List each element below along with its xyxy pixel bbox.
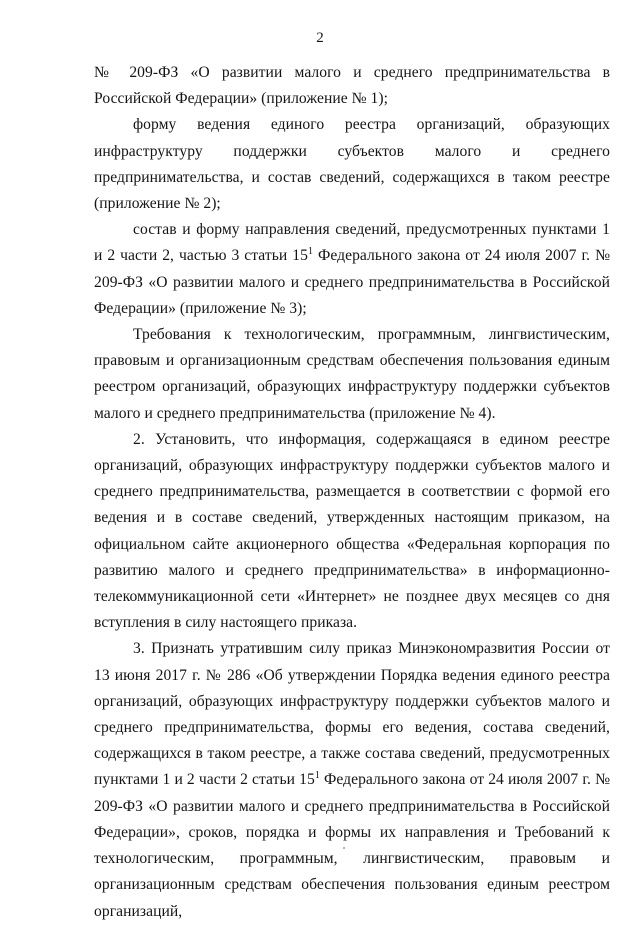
paragraph-information-submission [94, 217, 610, 322]
page-number: 2 [316, 30, 324, 46]
paragraph-text: Требования к технологическим, программным, лингвистическим, правовым и организационным средствам обеспечения пользования единым реестром организаций, образующих инфраструктуру поддержки субъектов малого и среднего предпринимательства (приложение № 4). [94, 326, 610, 422]
document-body [94, 60, 610, 925]
paragraph-item-3 [94, 636, 610, 924]
paragraph-text: Федерального закона от 24 июля 2007 г. № 209-ФЗ «О развитии малого и среднего предпринимательства в Российской Федерации» (приложение № 3); [94, 247, 610, 317]
paragraph-text: Федерального закона от 24 июля 2007 г. № 209-ФЗ «О развитии малого и среднего предпринимательства в Российской Федерации», сроков, порядка и формы их направления и Требований к технологическим, программным, лингвистическим, правовым и организационным средствам обеспечения пользования единым реестром организаций, [94, 771, 610, 920]
paragraph-text: состав и форму направления сведений, предусмотренных пунктами 1 и 2 части 2, частью 3 статьи 15 [94, 221, 610, 265]
superscript-index: 1 [314, 770, 320, 782]
paragraph-text: 3. Признать утратившим силу приказ Минэкономразвития России от 13 июня 2017 г. № 286 «Об утверждении Порядка ведения единого реестра организаций, образующих инфраструктуру поддержки субъектов малого и среднего предпринимательства, формы его ведения, состава сведений, содержащихся в таком реестре, а также состава сведений, предусмотренных пунктами 1 и 2 части 2 статьи 15 [94, 640, 610, 789]
paragraph-item-2 [94, 427, 610, 637]
paragraph-text: № 209-ФЗ «О развитии малого и среднего предпринимательства в Российской Федерации» (приложение № 1); [94, 64, 610, 108]
superscript-index: 1 [307, 246, 314, 258]
paragraph-text: 2. Установить, что информация, содержащаяся в едином реестре организаций, образующих инфраструктуру поддержки субъектов малого и среднего предпринимательства, размещается в соответствии с формой его ведения и в составе сведений, утвержденных настоящим приказом, на официальном сайте акционерного общества «Федеральная корпорация по развитию малого и среднего предпринимательства» в информационно-телекоммуникационной сети «Интернет» не позднее двух месяцев со дня вступления в силу настоящего приказа. [94, 430, 610, 632]
paragraph-text: форму ведения единого реестра организаций, образующих инфраструктуру поддержки субъектов малого и среднего предпринимательства, и состав сведений, содержащихся в таком реестре (приложение № 2); [94, 116, 610, 213]
paragraph-registry-form [94, 112, 610, 217]
paragraph-requirements [94, 322, 610, 427]
paragraph-continuation [94, 60, 610, 112]
scan-artifact [343, 847, 345, 849]
